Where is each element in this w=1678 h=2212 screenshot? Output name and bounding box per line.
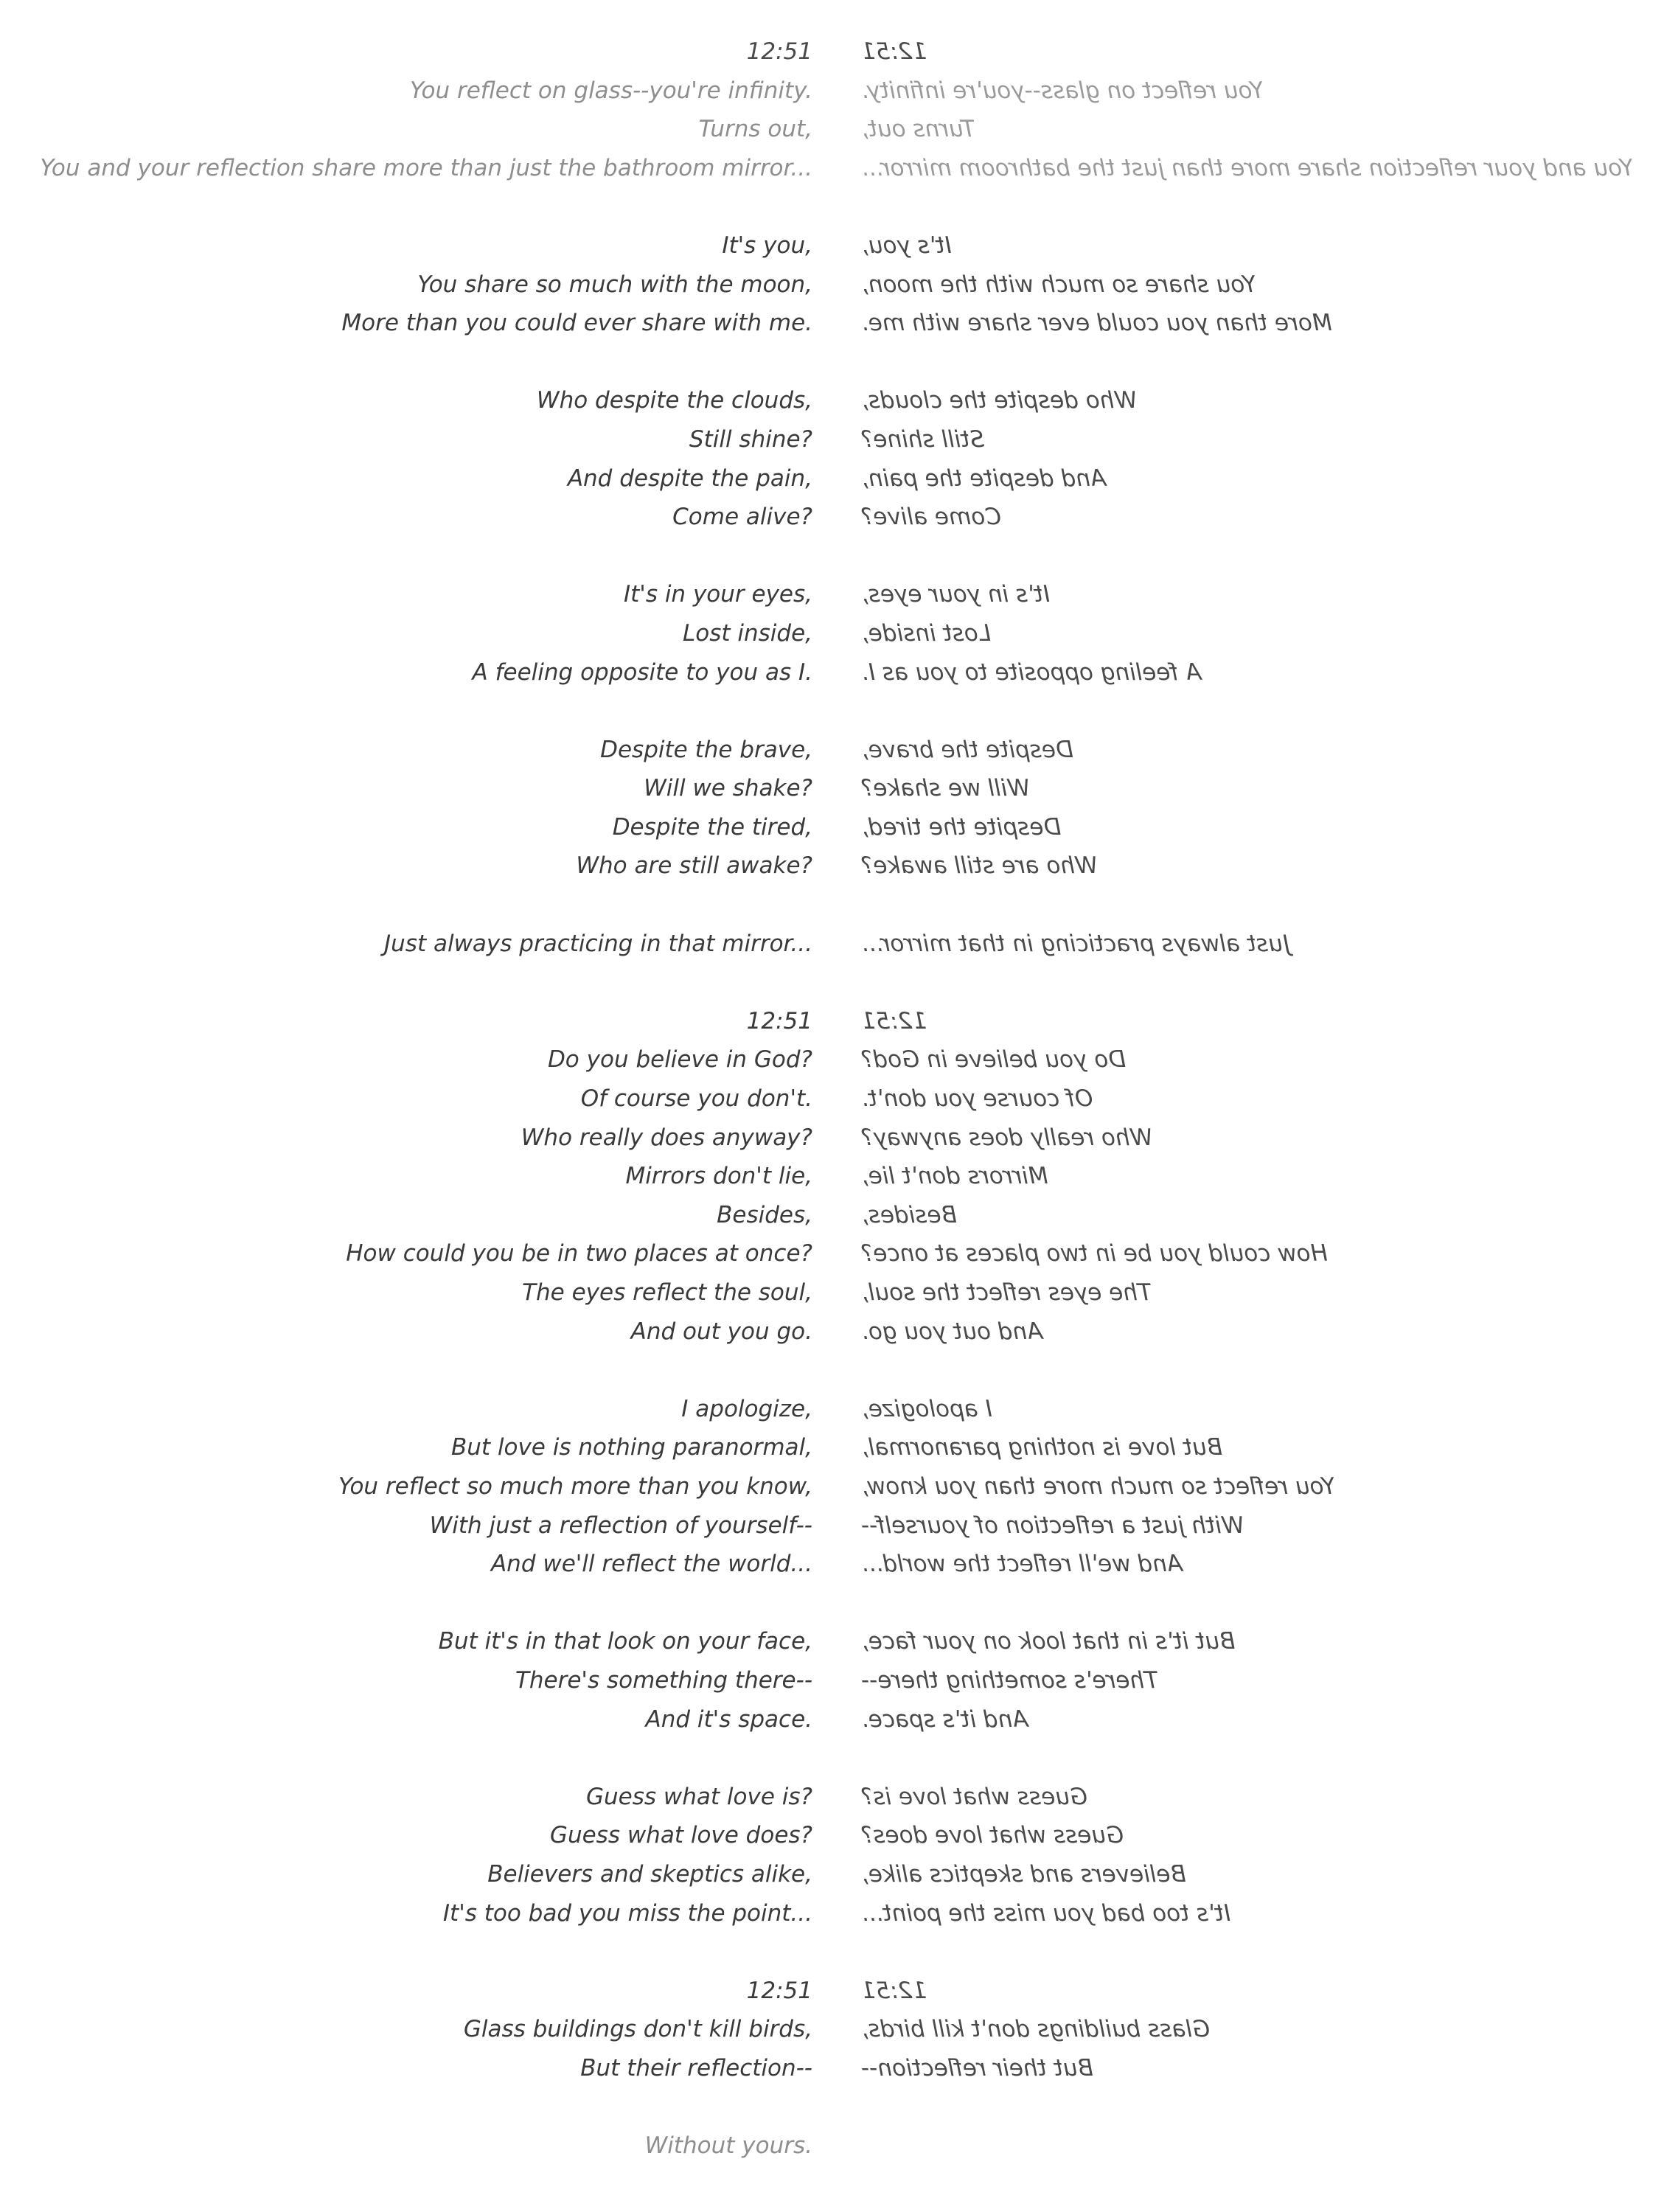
mirrored-line: There's something there-- <box>861 1666 1159 1694</box>
poem-line: And out you go. <box>630 1318 812 1345</box>
mirrored-line: Guess what love does? <box>861 1822 1124 1849</box>
poem-line: The eyes reflect the soul, <box>522 1279 812 1306</box>
poem-line: You share so much with the moon, <box>417 271 812 298</box>
poem-line: Believers and skeptics alike, <box>487 1860 812 1888</box>
poem-line: Lost inside, <box>682 619 812 647</box>
mirrored-line: And we'll reflect the world... <box>861 1551 1183 1578</box>
mirrored-line: And out you go. <box>861 1318 1043 1345</box>
mirrored-line: I apologize, <box>861 1395 992 1422</box>
mirrored-line: Who are still awake? <box>861 852 1098 880</box>
mirrored-line: You reflect on glass--you're infinity. <box>861 77 1264 104</box>
mirrored-line: Still shine? <box>861 425 985 453</box>
mirrored-line: Do you believe in God? <box>861 1046 1127 1074</box>
mirrored-line: But it's in that look on your face, <box>861 1628 1236 1655</box>
poem-line: You and your reflection share more than just the bathroom mirror... <box>40 154 812 181</box>
mirrored-line: And despite the pain, <box>861 465 1107 492</box>
poem-line: Of course you don't. <box>580 1085 812 1113</box>
poem-line: And we'll reflect the world... <box>490 1551 812 1578</box>
poem-line: Who really does anyway? <box>521 1124 812 1151</box>
mirrored-line: It's too bad you miss the point... <box>861 1899 1231 1927</box>
poem-line: Guess what love is? <box>586 1783 812 1810</box>
poem-line: But love is nothing paranormal, <box>450 1434 812 1461</box>
poem-column <box>16 32 812 2166</box>
mirrored-line: 12:51 <box>861 1007 927 1034</box>
mirrored-line: Guess what love is? <box>861 1783 1087 1810</box>
mirrored-line: But love is nothing paranormal, <box>861 1434 1223 1461</box>
mirrored-line: And it's space. <box>861 1705 1028 1733</box>
mirrored-line: Besides, <box>861 1201 957 1228</box>
poem-line: Come alive? <box>672 504 812 531</box>
poem-line: And despite the pain, <box>567 465 812 492</box>
mirrored-line: Turns out, <box>861 116 975 143</box>
poem-line: I apologize, <box>681 1395 812 1422</box>
poem-line: 12:51 <box>746 38 812 65</box>
mirrored-line: Mirrors don't lie, <box>861 1163 1048 1190</box>
mirrored-line: Glass buildings don't kill birds, <box>861 2016 1211 2043</box>
mirrored-line: Believers and skeptics alike, <box>861 1860 1186 1888</box>
poem-line: Still shine? <box>689 425 812 453</box>
poem-line: 12:51 <box>746 1977 812 2004</box>
mirrored-poem-column <box>861 32 1657 2087</box>
poem-line: With just a reflection of yourself-- <box>429 1512 812 1539</box>
mirrored-line: Despite the brave, <box>861 736 1073 763</box>
poem-line: Despite the brave, <box>600 736 812 763</box>
poem-line: Do you believe in God? <box>547 1046 812 1074</box>
poem-line: More than you could ever share with me. <box>341 310 812 337</box>
mirrored-line: You and your reflection share more than just the bathroom mirror... <box>861 154 1634 181</box>
poem-line: And it's space. <box>645 1705 812 1733</box>
poem-line: Glass buildings don't kill birds, <box>463 2016 812 2043</box>
mirrored-line: Lost inside, <box>861 619 992 647</box>
poem-line: It's in your eyes, <box>624 581 812 608</box>
poem-line: You reflect so much more than you know, <box>338 1472 812 1500</box>
poem-line: Despite the tired, <box>612 813 812 841</box>
mirrored-line: Despite the tired, <box>861 813 1062 841</box>
poem-line: How could you be in two places at once? <box>346 1240 812 1267</box>
mirrored-line: More than you could ever share with me. <box>861 310 1332 337</box>
poem-line: Turns out, <box>698 116 812 143</box>
mirrored-line: You reflect so much more than you know, <box>861 1472 1336 1500</box>
poem-line: It's you, <box>722 232 812 259</box>
poem-line: Will we shake? <box>644 775 812 802</box>
mirrored-line: With just a reflection of yourself-- <box>861 1512 1244 1539</box>
poem-line: Just always practicing in that mirror... <box>384 930 812 957</box>
poem-line: Who despite the clouds, <box>536 387 812 414</box>
mirrored-line: Of course you don't. <box>861 1085 1093 1113</box>
mirrored-line: Who really does anyway? <box>861 1124 1153 1151</box>
poem-line: Who are still awake? <box>576 852 812 880</box>
poem-line: A feeling opposite to you as I. <box>472 658 812 686</box>
mirrored-line: The eyes reflect the soul, <box>861 1279 1152 1306</box>
mirrored-line: 12:51 <box>861 38 927 65</box>
poem-line: Guess what love does? <box>549 1822 812 1849</box>
mirrored-line: A feeling opposite to you as I. <box>861 658 1202 686</box>
poem-line: It's too bad you miss the point... <box>442 1899 812 1927</box>
mirrored-line: Just always practicing in that mirror... <box>861 930 1289 957</box>
poem-line: But their reflection-- <box>580 2054 812 2081</box>
poem-line: Besides, <box>717 1201 812 1228</box>
mirrored-line: How could you be in two places at once? <box>861 1240 1328 1267</box>
poem-line: Mirrors don't lie, <box>625 1163 812 1190</box>
mirrored-line: Will we shake? <box>861 775 1030 802</box>
poem-line: There's something there-- <box>515 1666 812 1694</box>
mirrored-line: 12:51 <box>861 1977 927 2004</box>
mirrored-line: You share so much with the moon, <box>861 271 1256 298</box>
mirrored-line: But their reflection-- <box>861 2054 1093 2081</box>
mirrored-line: Come alive? <box>861 504 1001 531</box>
mirrored-line: Who despite the clouds, <box>861 387 1138 414</box>
poem-line: 12:51 <box>746 1007 812 1034</box>
poem-line: But it's in that look on your face, <box>438 1628 812 1655</box>
poem-line: You reflect on glass--you're infinity. <box>409 77 812 104</box>
mirrored-line: It's in your eyes, <box>861 581 1050 608</box>
poem-line: Without yours. <box>644 2132 812 2160</box>
mirrored-line: It's you, <box>861 232 952 259</box>
